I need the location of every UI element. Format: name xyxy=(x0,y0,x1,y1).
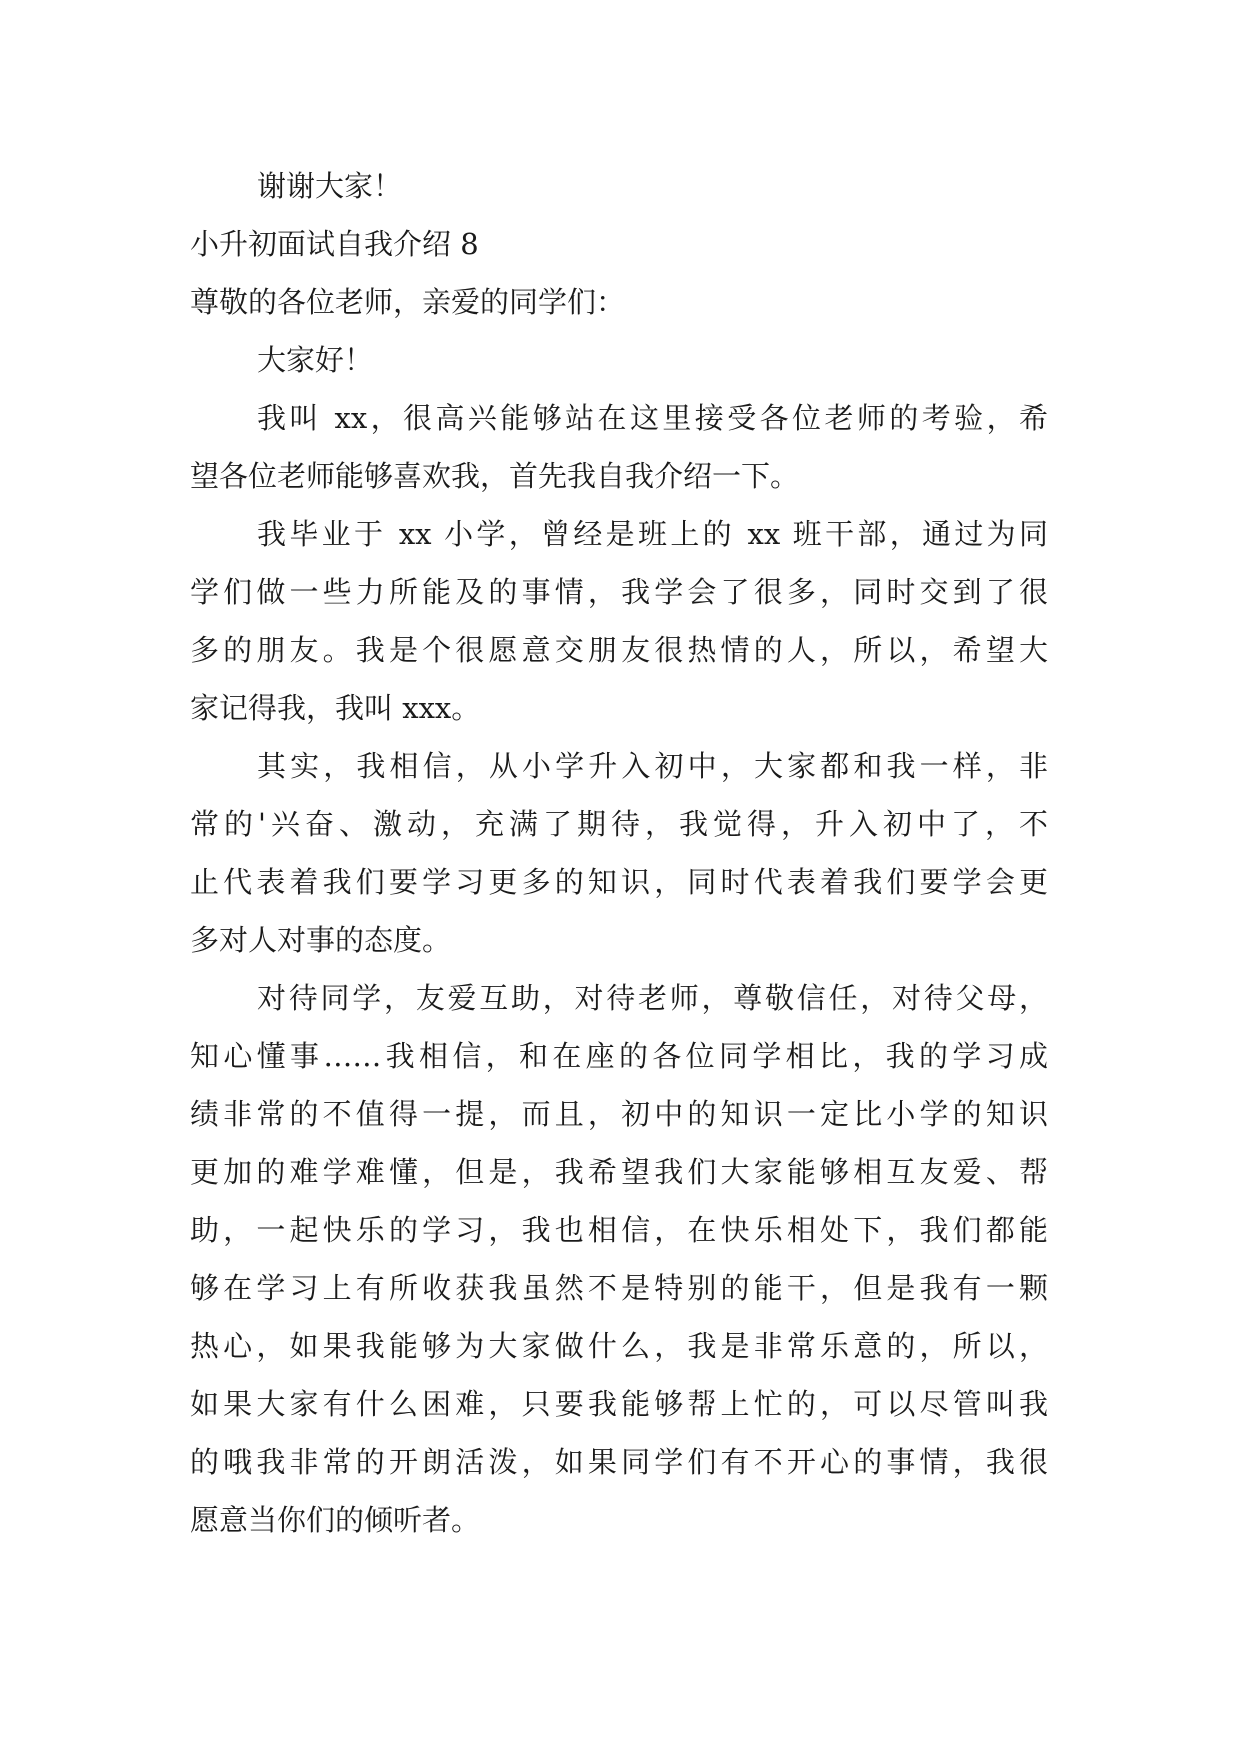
paragraph-line: 止代表着我们要学习更多的知识，同时代表着我们要学会更 xyxy=(190,865,1048,899)
paragraph-line: 学们做一些力所能及的事情，我学会了很多，同时交到了很 xyxy=(190,575,1048,609)
paragraph-line: 的哦我非常的开朗活泼，如果同学们有不开心的事情，我很 xyxy=(190,1445,1048,1479)
paragraph-line: 够在学习上有所收获我虽然不是特别的能干，但是我有一颗 xyxy=(190,1271,1048,1305)
section-title: 小升初面试自我介绍 8 xyxy=(190,227,479,261)
paragraph-line: 多的朋友。我是个很愿意交朋友很热情的人，所以，希望大 xyxy=(190,633,1048,667)
paragraph-line: 助，一起快乐的学习，我也相信，在快乐相处下，我们都能 xyxy=(190,1213,1048,1247)
salutation-line: 尊敬的各位老师，亲爱的同学们： xyxy=(190,285,626,319)
paragraph-line: 家记得我，我叫 xxx。 xyxy=(190,691,481,725)
paragraph-line: 绩非常的不值得一提，而且，初中的知识一定比小学的知识 xyxy=(190,1097,1048,1131)
paragraph-line: 常的'兴奋、激动，充满了期待，我觉得，升入初中了，不 xyxy=(190,807,1048,841)
paragraph-line: 望各位老师能够喜欢我，首先我自我介绍一下。 xyxy=(190,459,800,493)
paragraph-line: 我叫 xx，很高兴能够站在这里接受各位老师的考验，希 xyxy=(257,401,1048,435)
paragraph-line: 多对人对事的态度。 xyxy=(190,923,452,957)
paragraph-line: 对待同学，友爱互助，对待老师，尊敬信任，对待父母， xyxy=(257,981,1048,1015)
paragraph-line: 更加的难学难懂，但是，我希望我们大家能够相互友爱、帮 xyxy=(190,1155,1048,1189)
paragraph-line: 愿意当你们的倾听者。 xyxy=(190,1503,481,1537)
paragraph-line: 如果大家有什么困难，只要我能够帮上忙的，可以尽管叫我 xyxy=(190,1387,1048,1421)
paragraph-line: 我毕业于 xx 小学，曾经是班上的 xx 班干部，通过为同 xyxy=(257,517,1048,551)
paragraph-line: 知心懂事……我相信，和在座的各位同学相比，我的学习成 xyxy=(190,1039,1048,1073)
paragraph-line: 热心，如果我能够为大家做什么，我是非常乐意的，所以， xyxy=(190,1329,1048,1363)
greeting-line: 大家好！ xyxy=(257,343,374,377)
closing-line: 谢谢大家！ xyxy=(257,169,403,203)
paragraph-line: 其实，我相信，从小学升入初中，大家都和我一样，非 xyxy=(257,749,1048,783)
